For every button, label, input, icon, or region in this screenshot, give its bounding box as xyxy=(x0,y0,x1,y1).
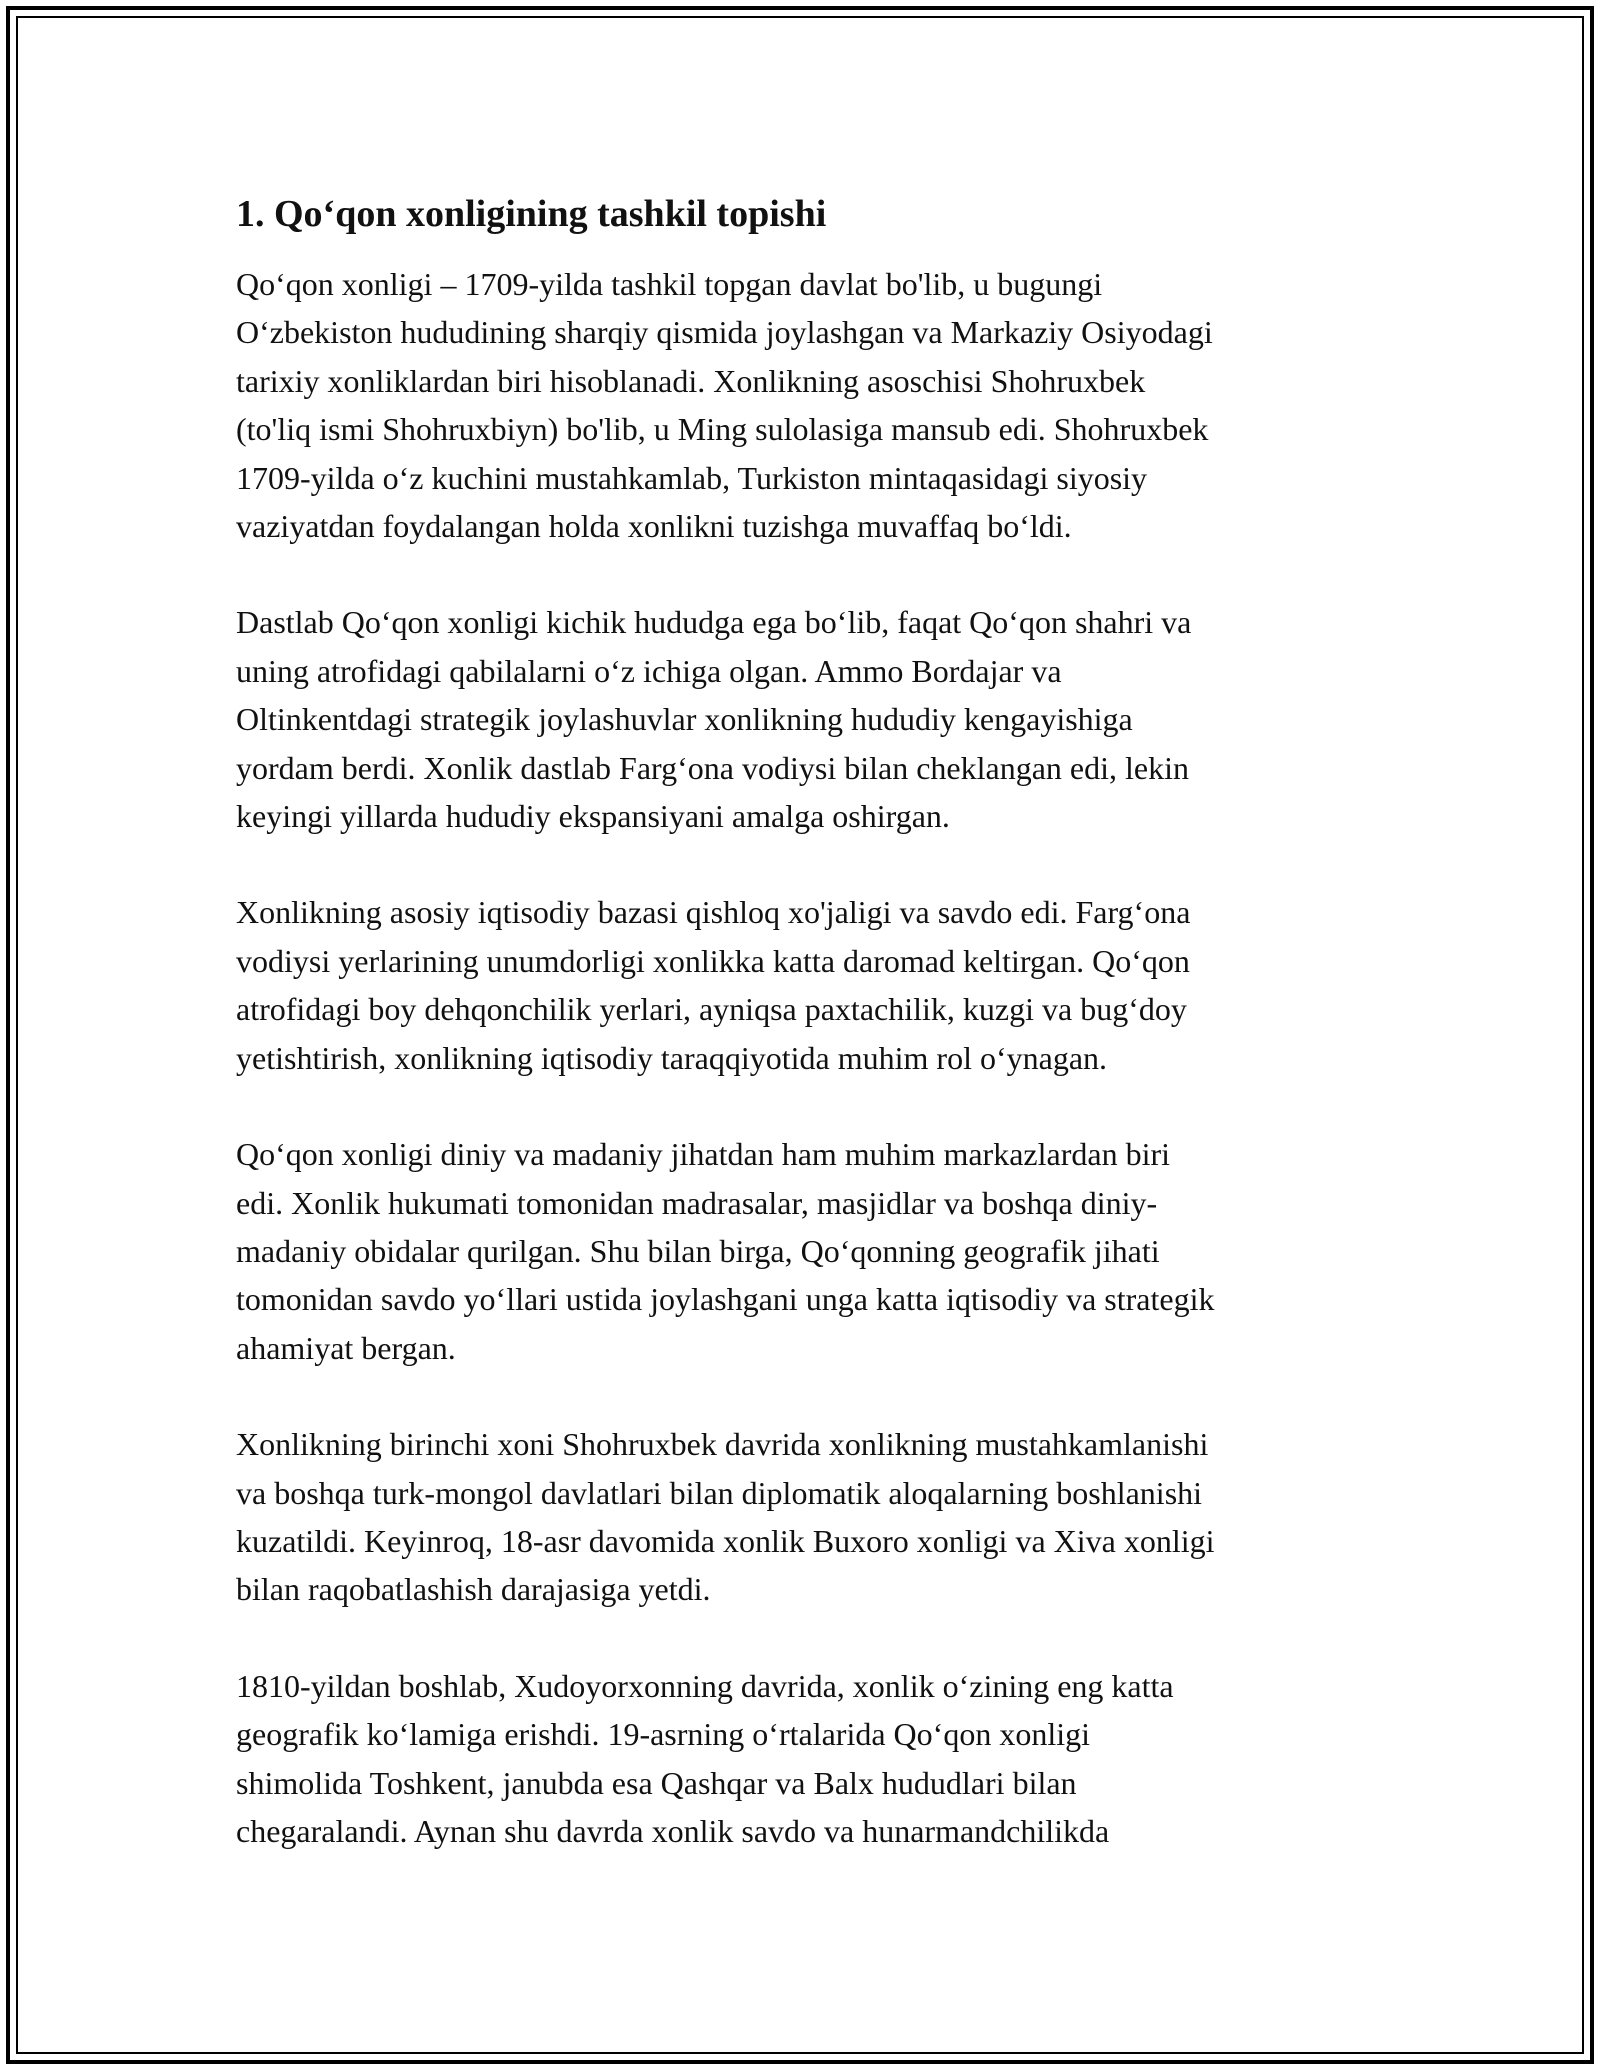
paragraph-5: Xonlikning birinchi xoni Shohruxbek davrida xonlikning mustahkamlanishi va boshqa turk-mongol davlatlari bilan diplomatik aloqalarning boshlanishi kuzatildi. Keyinroq, 18-asr davomida xonlik Buxoro xonligi va Xiva xonligi bilan raqobatlashish darajasiga yetdi. xyxy=(236,1426,1215,1608)
document-body xyxy=(236,186,1376,1903)
paragraph-6: 1810-yildan boshlab, Xudoyorxonning davrida, xonlik o‘zining eng katta geografik ko‘lamiga erishdi. 19-asrning o‘rtalarida Qo‘qon xonligi shimolida Toshkent, janubda esa Qashqar va Balx hududlari bilan chegaralandi. Aynan shu davrda xonlik savdo va hunarmandchilikda xyxy=(236,1667,1174,1849)
paragraph-2: Dastlab Qo‘qon xonligi kichik hududga ega bo‘lib, faqat Qo‘qon shahri va uning atrofidagi qabilalarni o‘z ichiga olgan. Ammo Bordajar va Oltinkentdagi strategik joylashuvlar xonlikning hududiy kengayishiga yordam berdi. Xonlik dastlab Farg‘ona vodiysi bilan cheklangan edi, lekin keyingi yillarda hududiy ekspansiyani amalga oshirgan. xyxy=(236,604,1192,835)
paragraph-4: Qo‘qon xonligi diniy va madaniy jihatdan ham muhim markazlardan biri edi. Xonlik hukumati tomonidan madrasalar, masjidlar va boshqa diniy- madaniy obidalar qurilgan. Shu bilan birga, Qo‘qonning geografik jihati tomonidan savdo yo‘llari ustida joylashgani unga katta iqtisodiy va strategik ahamiyat bergan. xyxy=(236,1136,1215,1366)
paragraph-1: Qo‘qon xonligi – 1709-yilda tashkil topgan davlat bo'lib, u bugungi O‘zbekiston hududining sharqiy qismida joylashgan va Markaziy Osiyodagi tarixiy xonliklardan biri hisoblanadi. Xonlikning asoschisi Shohruxbek (to'liq ismi Shohruxbiyn) bo'lib, u Ming sulolasiga mansub edi. Shohruxbek 1709-yilda o‘z kuchini mustahkamlab, Turkiston mintaqasidagi siyosiy vaziyatdan foydalangan holda xonlikni tuzishga muvaffaq bo‘ldi. xyxy=(236,266,1213,545)
paragraph-3: Xonlikning asosiy iqtisodiy bazasi qishloq xo'jaligi va savdo edi. Farg‘ona vodiysi yerlarining unumdorligi xonlikka katta daromad keltirgan. Qo‘qon atrofidagi boy dehqonchilik yerlari, ayniqsa paxtachilik, kuzgi va bug‘doy yetishtirish, xonlikning iqtisodiy taraqqiyotida muhim rol o‘ynagan. xyxy=(236,894,1191,1076)
section-heading: 1. Qo‘qon xonligining tashkil topishi xyxy=(236,193,827,235)
